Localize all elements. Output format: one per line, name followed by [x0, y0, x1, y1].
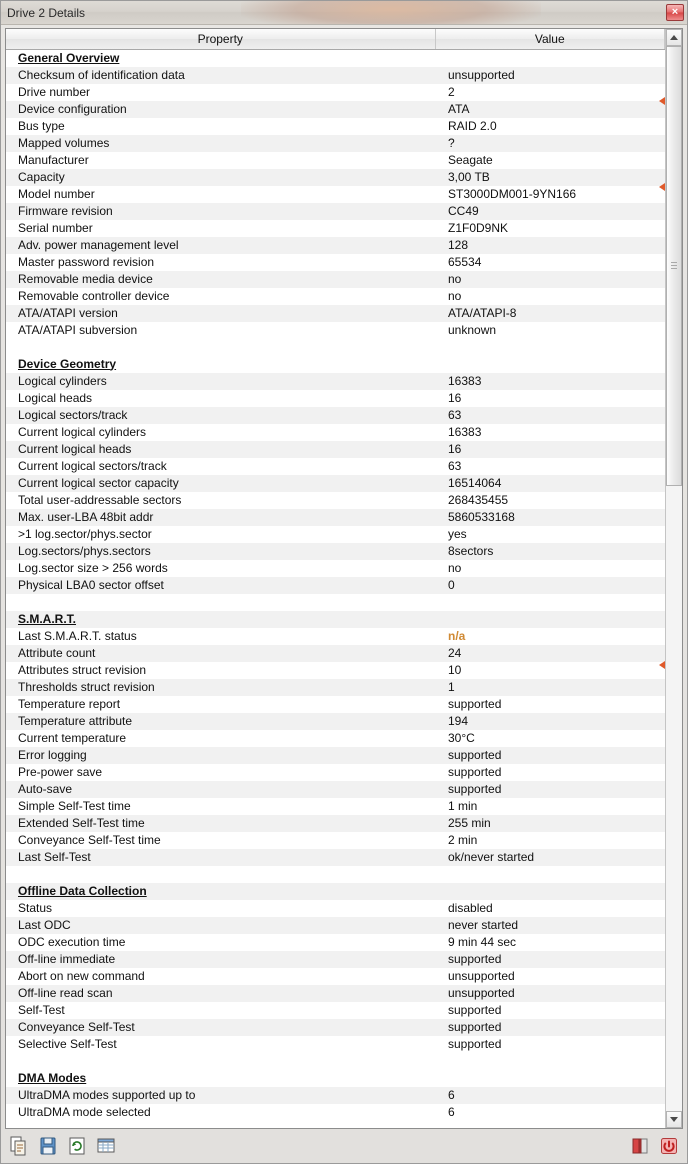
- property-cell: Mapped volumes: [6, 135, 435, 152]
- property-cell: Temperature report: [6, 696, 435, 713]
- book-icon: [631, 1136, 649, 1156]
- table-row[interactable]: [6, 186, 665, 203]
- table-wrapper: [6, 29, 682, 1128]
- property-cell: Conveyance Self-Test: [6, 1019, 435, 1036]
- value-cell: 3,00 TB: [435, 169, 665, 186]
- property-cell: Offline Data Collection: [6, 883, 435, 900]
- value-cell: [435, 883, 665, 900]
- table-row[interactable]: [6, 645, 665, 662]
- value-cell: 16: [435, 390, 665, 407]
- table-row[interactable]: [6, 696, 665, 713]
- value-cell: Z1F0D9NK: [435, 220, 665, 237]
- table-row[interactable]: [6, 458, 665, 475]
- table-section-row[interactable]: [6, 1070, 665, 1087]
- power-button[interactable]: [659, 1135, 679, 1157]
- property-cell: Off-line read scan: [6, 985, 435, 1002]
- table-row[interactable]: [6, 917, 665, 934]
- power-icon: [660, 1136, 678, 1156]
- table-row[interactable]: [6, 1104, 665, 1121]
- value-cell: 16: [435, 441, 665, 458]
- value-cell: no: [435, 271, 665, 288]
- property-cell: [6, 1053, 435, 1070]
- value-cell: ATA/ATAPI-8: [435, 305, 665, 322]
- column-header-property[interactable]: Property: [6, 29, 435, 49]
- book-button[interactable]: [630, 1135, 650, 1157]
- value-cell: supported: [435, 1019, 665, 1036]
- table-row[interactable]: [6, 152, 665, 169]
- property-cell: Current logical sectors/track: [6, 458, 435, 475]
- property-cell: Temperature attribute: [6, 713, 435, 730]
- property-cell: S.M.A.R.T.: [6, 611, 435, 628]
- property-cell: ATA/ATAPI subversion: [6, 322, 435, 339]
- property-cell: Removable media device: [6, 271, 435, 288]
- table-row[interactable]: [6, 220, 665, 237]
- titlebar-glow: [241, 1, 541, 25]
- details-panel: [5, 28, 683, 1129]
- table-row[interactable]: [6, 747, 665, 764]
- table-row[interactable]: [6, 968, 665, 985]
- property-cell: Selective Self-Test: [6, 1036, 435, 1053]
- value-cell: 65534: [435, 254, 665, 271]
- value-cell: 1 min: [435, 798, 665, 815]
- value-cell: supported: [435, 1002, 665, 1019]
- property-cell: Off-line immediate: [6, 951, 435, 968]
- chevron-up-icon: [670, 35, 678, 40]
- property-cell: Manufacturer: [6, 152, 435, 169]
- property-cell: Device Geometry: [6, 356, 435, 373]
- value-cell: ?: [435, 135, 665, 152]
- table-row[interactable]: [6, 441, 665, 458]
- value-cell: unknown: [435, 322, 665, 339]
- table-row[interactable]: [6, 254, 665, 271]
- vertical-scrollbar[interactable]: [665, 29, 682, 1128]
- table-row[interactable]: [6, 577, 665, 594]
- property-table: [6, 29, 665, 1121]
- property-cell: Logical sectors/track: [6, 407, 435, 424]
- table-row[interactable]: [6, 628, 665, 645]
- property-cell: Extended Self-Test time: [6, 815, 435, 832]
- value-cell: 5860533168: [435, 509, 665, 526]
- refresh-icon: [68, 1136, 86, 1156]
- property-cell: Firmware revision: [6, 203, 435, 220]
- table-section-row[interactable]: [6, 883, 665, 900]
- value-cell: 255 min: [435, 815, 665, 832]
- table-row[interactable]: [6, 407, 665, 424]
- toolbar-left-group: [9, 1135, 116, 1157]
- table-row[interactable]: [6, 560, 665, 577]
- property-cell: Physical LBA0 sector offset: [6, 577, 435, 594]
- table-row[interactable]: [6, 934, 665, 951]
- property-cell: Status: [6, 900, 435, 917]
- table-row[interactable]: [6, 832, 665, 849]
- property-cell: Self-Test: [6, 1002, 435, 1019]
- table-row[interactable]: [6, 1002, 665, 1019]
- value-cell: [435, 594, 665, 611]
- value-cell: 24: [435, 645, 665, 662]
- value-cell: [435, 611, 665, 628]
- copy-button[interactable]: [9, 1135, 29, 1157]
- window-title: Drive 2 Details: [7, 5, 86, 20]
- table-row[interactable]: [6, 373, 665, 390]
- property-cell: Current logical heads: [6, 441, 435, 458]
- property-cell: Pre-power save: [6, 764, 435, 781]
- property-cell: Last Self-Test: [6, 849, 435, 866]
- table-row[interactable]: [6, 985, 665, 1002]
- copy-icon: [10, 1136, 28, 1156]
- table-row[interactable]: [6, 798, 665, 815]
- property-cell: ATA/ATAPI version: [6, 305, 435, 322]
- property-cell: Log.sector size > 256 words: [6, 560, 435, 577]
- table-row[interactable]: [6, 662, 665, 679]
- table-row[interactable]: [6, 203, 665, 220]
- value-cell: Seagate: [435, 152, 665, 169]
- value-cell: supported: [435, 951, 665, 968]
- value-cell: no: [435, 288, 665, 305]
- window-titlebar[interactable]: [1, 1, 687, 25]
- value-cell: supported: [435, 1036, 665, 1053]
- property-cell: Current temperature: [6, 730, 435, 747]
- table-row[interactable]: [6, 424, 665, 441]
- value-cell: 63: [435, 407, 665, 424]
- property-cell: [6, 339, 435, 356]
- table-section-row[interactable]: [6, 49, 665, 67]
- property-cell: Capacity: [6, 169, 435, 186]
- value-cell: [435, 1053, 665, 1070]
- value-cell: yes: [435, 526, 665, 543]
- table-row[interactable]: [6, 169, 665, 186]
- value-cell: ok/never started: [435, 849, 665, 866]
- table-row[interactable]: [6, 951, 665, 968]
- value-cell: never started: [435, 917, 665, 934]
- table-row[interactable]: [6, 237, 665, 254]
- save-icon: [39, 1136, 57, 1156]
- table-section-row[interactable]: [6, 356, 665, 373]
- value-cell: [435, 1070, 665, 1087]
- table-row[interactable]: [6, 900, 665, 917]
- property-cell: Total user-addressable sectors: [6, 492, 435, 509]
- table-row[interactable]: [6, 1019, 665, 1036]
- property-cell: Abort on new command: [6, 968, 435, 985]
- table-row[interactable]: [6, 1036, 665, 1053]
- table-row[interactable]: [6, 67, 665, 84]
- report-button[interactable]: [96, 1135, 116, 1157]
- value-cell: ATA: [435, 101, 665, 118]
- property-cell: Serial number: [6, 220, 435, 237]
- table-row[interactable]: [6, 84, 665, 101]
- bottom-toolbar: [1, 1129, 687, 1163]
- property-cell: General Overview: [6, 49, 435, 67]
- value-cell: RAID 2.0: [435, 118, 665, 135]
- table-row[interactable]: [6, 543, 665, 560]
- table-row[interactable]: [6, 135, 665, 152]
- property-cell: Model number: [6, 186, 435, 203]
- table-spacer-row: [6, 1053, 665, 1070]
- value-cell: [435, 356, 665, 373]
- table-spacer-row: [6, 339, 665, 356]
- property-cell: Current logical sector capacity: [6, 475, 435, 492]
- value-cell: 1: [435, 679, 665, 696]
- scroll-up-button[interactable]: [666, 29, 682, 46]
- table-row[interactable]: [6, 730, 665, 747]
- value-cell: [435, 339, 665, 356]
- property-cell: Error logging: [6, 747, 435, 764]
- scrollbar-track[interactable]: [666, 46, 682, 1111]
- table-row[interactable]: [6, 492, 665, 509]
- close-button[interactable]: ×: [666, 4, 684, 21]
- value-cell: 9 min 44 sec: [435, 934, 665, 951]
- refresh-button[interactable]: [67, 1135, 87, 1157]
- table-section-row[interactable]: [6, 611, 665, 628]
- value-cell: supported: [435, 781, 665, 798]
- value-cell: 8sectors: [435, 543, 665, 560]
- property-cell: Thresholds struct revision: [6, 679, 435, 696]
- value-cell: 128: [435, 237, 665, 254]
- property-cell: Adv. power management level: [6, 237, 435, 254]
- table-row[interactable]: [6, 781, 665, 798]
- value-cell: supported: [435, 764, 665, 781]
- property-cell: Log.sectors/phys.sectors: [6, 543, 435, 560]
- property-cell: Current logical cylinders: [6, 424, 435, 441]
- property-cell: Last S.M.A.R.T. status: [6, 628, 435, 645]
- report-icon: [97, 1136, 115, 1156]
- property-cell: Attribute count: [6, 645, 435, 662]
- value-cell: 30°C: [435, 730, 665, 747]
- property-cell: DMA Modes: [6, 1070, 435, 1087]
- property-cell: >1 log.sector/phys.sector: [6, 526, 435, 543]
- value-cell: 16383: [435, 373, 665, 390]
- table-body: [6, 49, 665, 1121]
- table-row[interactable]: [6, 475, 665, 492]
- table-row[interactable]: [6, 271, 665, 288]
- table-row[interactable]: [6, 1087, 665, 1104]
- save-button[interactable]: [38, 1135, 58, 1157]
- property-cell: ODC execution time: [6, 934, 435, 951]
- table-row[interactable]: [6, 322, 665, 339]
- property-cell: Removable controller device: [6, 288, 435, 305]
- property-cell: Device configuration: [6, 101, 435, 118]
- value-cell: 194: [435, 713, 665, 730]
- property-cell: Attributes struct revision: [6, 662, 435, 679]
- property-cell: Simple Self-Test time: [6, 798, 435, 815]
- value-cell: supported: [435, 696, 665, 713]
- table-row[interactable]: [6, 101, 665, 118]
- property-cell: Bus type: [6, 118, 435, 135]
- value-cell: 6: [435, 1104, 665, 1121]
- property-cell: Logical heads: [6, 390, 435, 407]
- property-cell: Logical cylinders: [6, 373, 435, 390]
- table-row[interactable]: [6, 679, 665, 696]
- property-cell: Conveyance Self-Test time: [6, 832, 435, 849]
- value-cell: 0: [435, 577, 665, 594]
- value-cell: [435, 49, 665, 67]
- value-cell: 2 min: [435, 832, 665, 849]
- property-cell: Max. user-LBA 48bit addr: [6, 509, 435, 526]
- table-spacer-row: [6, 866, 665, 883]
- table-row[interactable]: [6, 118, 665, 135]
- value-cell: CC49: [435, 203, 665, 220]
- table-row[interactable]: [6, 305, 665, 322]
- table-row[interactable]: [6, 764, 665, 781]
- value-cell: unsupported: [435, 67, 665, 84]
- value-cell: supported: [435, 747, 665, 764]
- column-header-value[interactable]: Value: [435, 29, 665, 49]
- table-header-row: [6, 29, 665, 49]
- property-cell: Drive number: [6, 84, 435, 101]
- value-cell: 268435455: [435, 492, 665, 509]
- scrollbar-grip: [671, 262, 677, 270]
- scrollbar-thumb[interactable]: [666, 46, 682, 486]
- value-cell: ST3000DM001-9YN166: [435, 186, 665, 203]
- table-row[interactable]: [6, 526, 665, 543]
- value-cell: unsupported: [435, 968, 665, 985]
- value-cell: 10: [435, 662, 665, 679]
- property-cell: Master password revision: [6, 254, 435, 271]
- value-cell: n/a: [435, 628, 665, 645]
- value-cell: 16383: [435, 424, 665, 441]
- chevron-down-icon: [670, 1117, 678, 1122]
- table-row[interactable]: [6, 390, 665, 407]
- property-cell: Last ODC: [6, 917, 435, 934]
- value-cell: 6: [435, 1087, 665, 1104]
- table-row[interactable]: [6, 509, 665, 526]
- table-row[interactable]: [6, 849, 665, 866]
- property-cell: [6, 594, 435, 611]
- value-cell: unsupported: [435, 985, 665, 1002]
- property-cell: Auto-save: [6, 781, 435, 798]
- value-cell: 16514064: [435, 475, 665, 492]
- toolbar-right-group: [630, 1135, 679, 1157]
- table-row[interactable]: [6, 815, 665, 832]
- property-cell: UltraDMA modes supported up to: [6, 1087, 435, 1104]
- scroll-down-button[interactable]: [666, 1111, 682, 1128]
- property-table-container[interactable]: [6, 29, 665, 1128]
- property-cell: [6, 866, 435, 883]
- property-cell: UltraDMA mode selected: [6, 1104, 435, 1121]
- table-row[interactable]: [6, 713, 665, 730]
- table-row[interactable]: [6, 288, 665, 305]
- property-cell: Checksum of identification data: [6, 67, 435, 84]
- table-spacer-row: [6, 594, 665, 611]
- value-cell: [435, 866, 665, 883]
- value-cell: no: [435, 560, 665, 577]
- value-cell: disabled: [435, 900, 665, 917]
- value-cell: 2: [435, 84, 665, 101]
- value-cell: 63: [435, 458, 665, 475]
